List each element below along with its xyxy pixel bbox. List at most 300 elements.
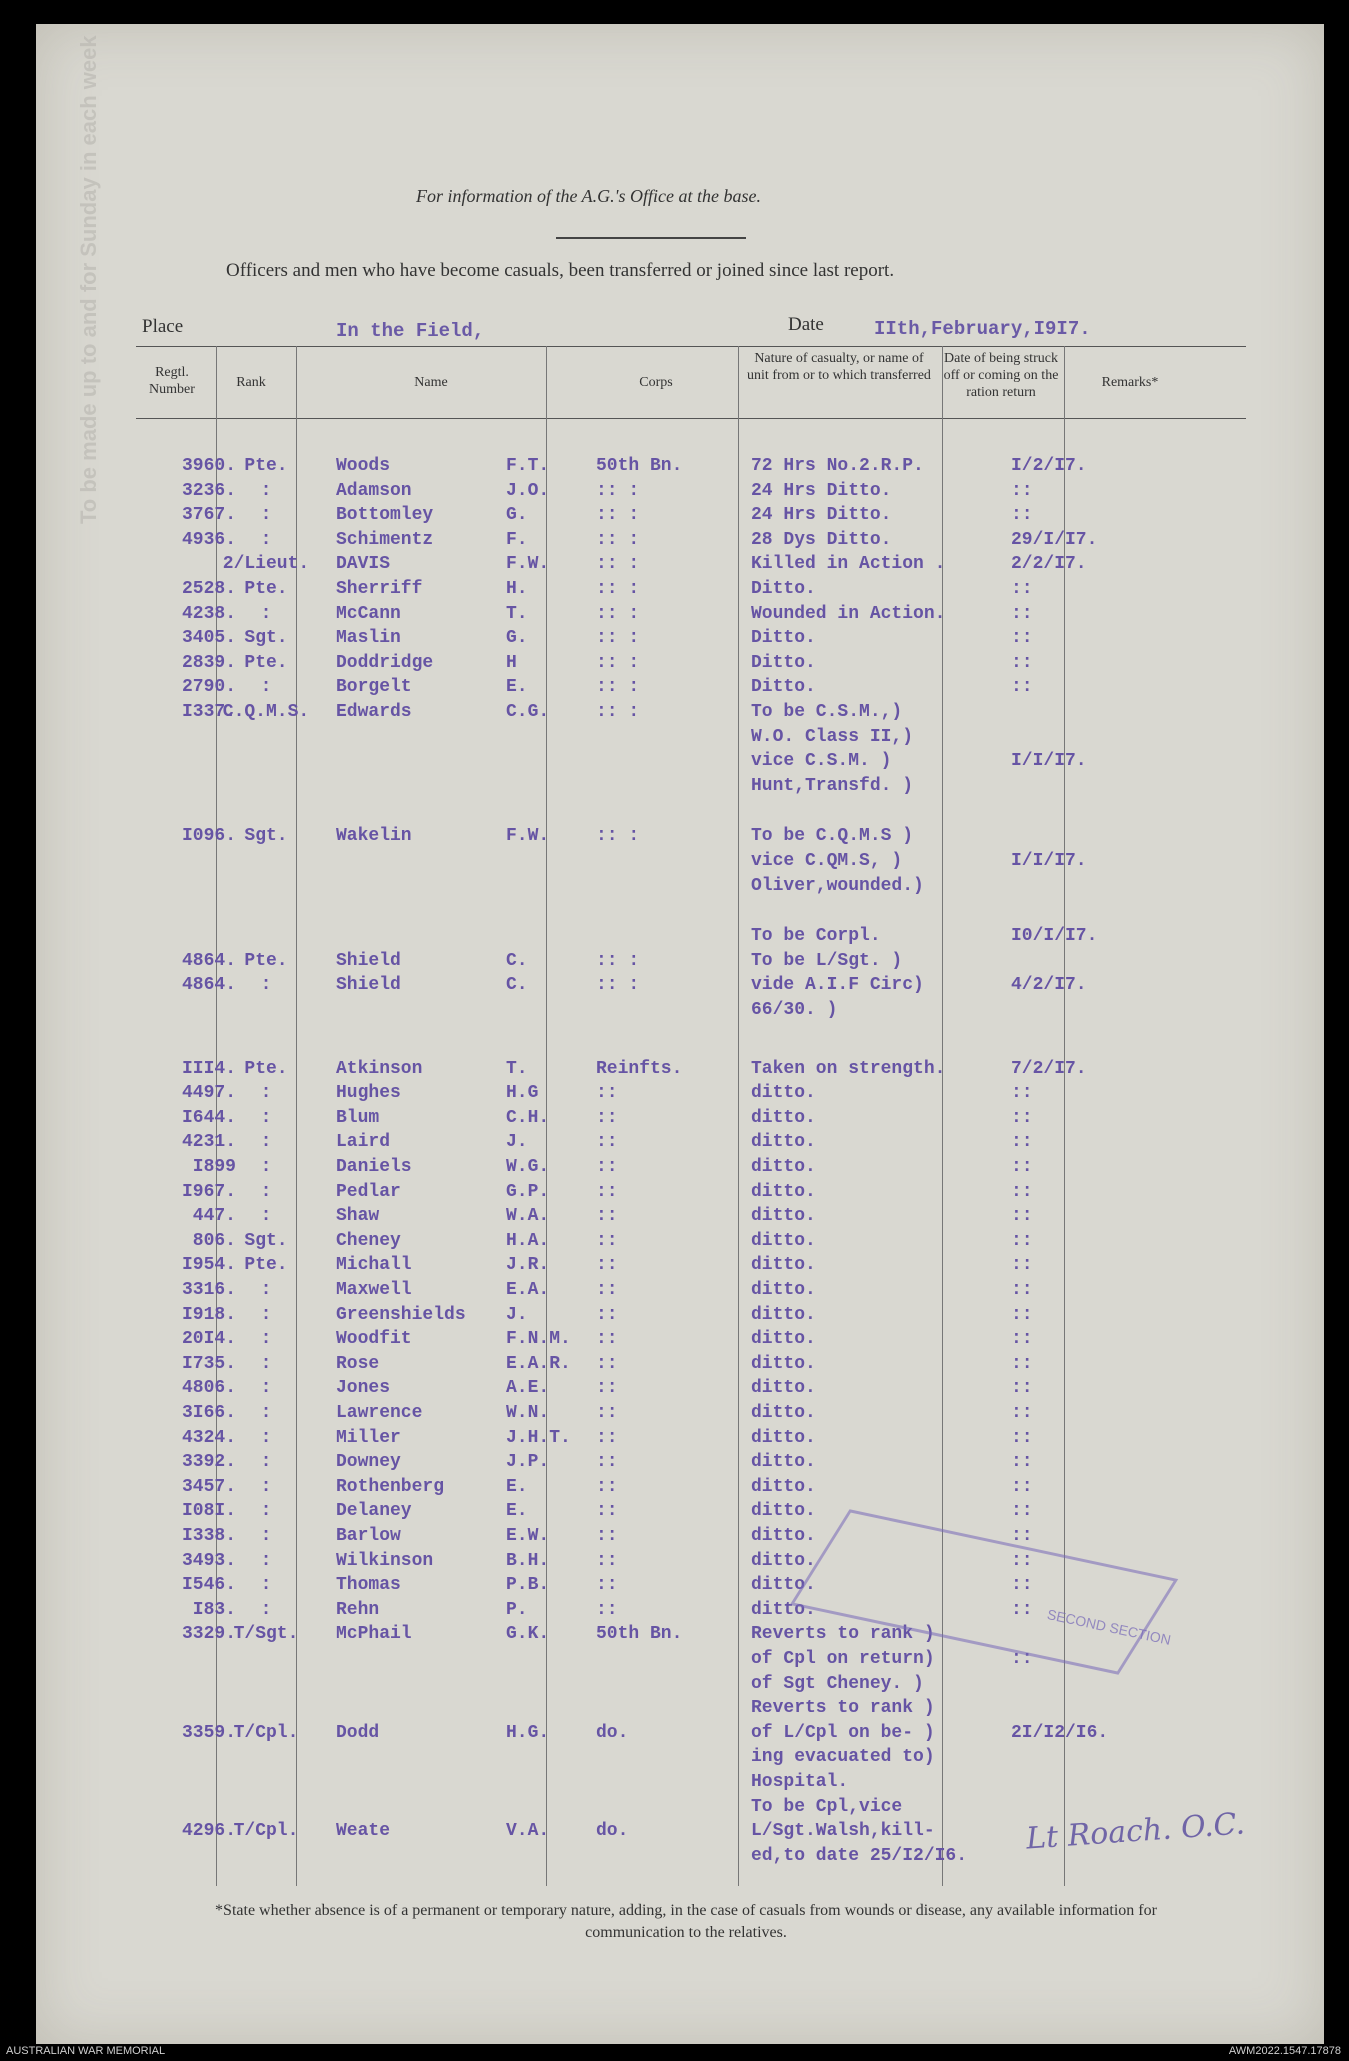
casualty-nature: Reverts to rank ) [751, 1698, 935, 1719]
regtl-number: 3316. [181, 1280, 236, 1300]
casualty-nature: vice C.QM.S, ) [751, 851, 903, 871]
struck-off-date: :: [1011, 1206, 1033, 1227]
struck-off-date: :: [1011, 1649, 1033, 1669]
surname: Maslin [336, 628, 401, 649]
table-row [36, 1452, 1324, 1476]
table-row [36, 628, 1324, 652]
struck-off-date: :: [1011, 1378, 1033, 1399]
surname: Laird [336, 1132, 391, 1153]
corps: do. [596, 1722, 629, 1743]
corps: :: : [596, 579, 640, 599]
struck-off-date: :: [1011, 1599, 1033, 1620]
initials: E. [506, 677, 528, 698]
table-row [36, 1206, 1324, 1230]
table-row [36, 554, 1324, 578]
struck-off-date: :: [1011, 1304, 1033, 1325]
struck-off-date: :: [1011, 480, 1033, 501]
regtl-number: I337. [181, 702, 236, 722]
casualty-nature: ditto. [751, 1107, 816, 1128]
casualty-nature: ditto. [751, 1575, 816, 1596]
handwritten-signature: Lt Roach. O.C. [1025, 1806, 1247, 1857]
regtl-number: 4936. [181, 529, 236, 550]
regtl-number: 4497. [181, 1083, 236, 1104]
casualty-nature: To be C.S.M.,) [751, 702, 903, 722]
table-row [36, 456, 1324, 480]
table-row [36, 1698, 1324, 1722]
struck-off-date: :: [1011, 1476, 1033, 1497]
table-row [36, 1280, 1324, 1304]
struck-off-date: :: [1011, 1353, 1033, 1374]
casualty-nature: ing evacuated to) [751, 1747, 935, 1768]
initials: E.A. [506, 1280, 550, 1300]
corps: :: [596, 1403, 618, 1423]
surname: Adamson [336, 480, 412, 501]
corps: :: [596, 1599, 618, 1620]
regtl-number: 4231. [181, 1132, 236, 1153]
struck-off-date: I/I/I7. [1011, 751, 1087, 772]
rank: T/Cpl. [233, 1722, 299, 1743]
corps: :: [596, 1427, 618, 1448]
table-row [36, 1674, 1324, 1698]
casualty-nature: ditto. [751, 1550, 816, 1571]
surname: Barlow [336, 1526, 401, 1546]
place-label: Place [142, 316, 184, 337]
table-row [36, 1305, 1324, 1329]
surname: McPhail [336, 1624, 412, 1645]
surname: Woodfit [336, 1329, 412, 1350]
casualty-nature: Ditto. [751, 652, 816, 673]
casualty-nature: W.O. Class II,) [751, 726, 914, 747]
surname: Pedlar [336, 1181, 401, 1202]
regtl-number: 3392. [181, 1452, 236, 1473]
casualty-nature: To be C.Q.M.S ) [751, 826, 914, 847]
table-row [36, 926, 1324, 950]
surname: Michall [336, 1255, 412, 1276]
corps: :: [596, 1230, 618, 1251]
struck-off-date: :: [1011, 1132, 1033, 1153]
initials: F.W. [506, 554, 550, 575]
casualty-nature: ditto. [751, 1378, 816, 1399]
rank: : [260, 529, 272, 550]
corps: 50th Bn. [596, 1624, 683, 1645]
rank: Pte. [244, 579, 288, 599]
corps: :: [596, 1452, 618, 1473]
table-row [36, 1083, 1324, 1107]
casualty-nature: ditto. [751, 1157, 816, 1177]
initials: F. [506, 529, 528, 550]
struck-off-date: 2I/I2/I6. [1011, 1722, 1109, 1743]
col-name-header: Name [414, 375, 448, 390]
table-row [36, 851, 1324, 875]
corps: :: : [596, 554, 640, 575]
casualty-nature: ditto. [751, 1526, 816, 1546]
struck-off-date: :: [1011, 628, 1033, 649]
regtl-number: I08I. [181, 1501, 236, 1522]
rank: : [260, 1206, 272, 1227]
rank: : [260, 1476, 272, 1497]
struck-off-date: I/I/I7. [1011, 851, 1087, 871]
surname: Borgelt [336, 677, 412, 698]
casualty-nature: 72 Hrs No.2.R.P. [751, 456, 924, 476]
rank: 2/Lieut. [222, 554, 310, 575]
casualty-nature: ditto. [751, 1476, 816, 1497]
form-title: For information of the A.G.'s Office at the base. [416, 186, 761, 206]
corps: :: [596, 1501, 618, 1522]
casualty-nature: ditto. [751, 1230, 816, 1251]
initials: J.O. [506, 480, 550, 501]
initials: E.A.R. [506, 1353, 571, 1374]
initials: W.G. [506, 1157, 550, 1177]
struck-off-date: :: [1011, 1501, 1033, 1522]
corps: :: [596, 1181, 618, 1202]
surname: Hughes [336, 1083, 401, 1104]
corps: :: : [596, 950, 640, 971]
col-remarks-header: Remarks* [1101, 375, 1159, 390]
table-row [36, 1772, 1324, 1796]
struck-off-date: :: [1011, 652, 1033, 673]
rank: Sgt. [244, 1230, 288, 1251]
rank: : [260, 1107, 272, 1128]
casualty-nature: Ditto. [751, 677, 816, 698]
struck-off-date: :: [1011, 1526, 1033, 1546]
initials: J.R. [506, 1255, 550, 1276]
initials: E. [506, 1501, 528, 1522]
struck-off-date: 29/I/I7. [1011, 529, 1098, 550]
initials: G.K. [506, 1624, 550, 1645]
table-row [36, 653, 1324, 677]
corps: Reinfts. [596, 1058, 683, 1079]
surname: Shield [336, 950, 401, 971]
surname: Jones [336, 1378, 391, 1399]
place-value: In the Field, [336, 320, 485, 342]
table-row [36, 1329, 1324, 1353]
initials: F.W. [506, 826, 550, 847]
table-row [36, 1108, 1324, 1132]
table-row [36, 1477, 1324, 1501]
casualty-nature: 66/30. ) [751, 1000, 838, 1020]
rank: : [260, 1575, 272, 1596]
surname: Weate [336, 1821, 391, 1842]
regtl-number: 4864. [181, 950, 236, 971]
regtl-number: I644. [181, 1107, 236, 1128]
corps: :: [596, 1476, 618, 1497]
casualty-nature: vide A.I.F Circ) [751, 975, 924, 996]
header-rule-top [136, 346, 1246, 347]
rank: Pte. [244, 456, 288, 476]
initials: G. [506, 505, 528, 526]
rank: : [260, 975, 272, 996]
surname: McCann [336, 603, 401, 624]
regtl-number: 3960. [181, 456, 236, 476]
initials: H. [506, 579, 528, 599]
initials: P. [506, 1599, 528, 1620]
table-row [36, 951, 1324, 975]
corps: :: [596, 1255, 618, 1276]
table-row [36, 1182, 1324, 1206]
casualty-nature: ditto. [751, 1132, 816, 1153]
table-row [36, 1378, 1324, 1402]
rank: : [260, 677, 272, 698]
casualty-nature: Killed in Action . [751, 554, 946, 575]
struck-off-date: :: [1011, 1280, 1033, 1300]
struck-off-date: :: [1011, 1452, 1033, 1473]
casualty-nature: ed,to date 25/I2/I6. [751, 1845, 968, 1866]
initials: J.P. [506, 1452, 550, 1473]
corps: :: [596, 1304, 618, 1325]
surname: Miller [336, 1427, 401, 1448]
initials: V.A. [506, 1821, 550, 1842]
corps: :: : [596, 603, 640, 624]
corps: :: : [596, 975, 640, 996]
rank: : [260, 603, 272, 624]
casualty-nature: of Sgt Cheney. ) [751, 1673, 924, 1694]
table-row [36, 677, 1324, 701]
rank: : [260, 1280, 272, 1300]
footnote: *State whether absence is of a permanent or temporary nature, adding, in the case of casuals from wounds or disease, any available information for communication to the relatives. [215, 1902, 1157, 1941]
casualty-nature: L/Sgt.Walsh,kill- [751, 1821, 935, 1842]
casualty-nature: Taken on strength. [751, 1058, 946, 1079]
casualty-nature: Ditto. [751, 628, 816, 649]
col-corps-header: Corps [639, 375, 673, 390]
regtl-number: III4. [181, 1058, 236, 1079]
rank: : [260, 1378, 272, 1399]
footer-archive-label: AUSTRALIAN WAR MEMORIAL [6, 2045, 166, 2057]
regtl-number: I735. [181, 1353, 236, 1374]
regtl-number: 4238. [181, 603, 236, 624]
regtl-number: 4864. [181, 975, 236, 996]
header-rule-bottom [136, 418, 1246, 419]
document-page [36, 24, 1324, 2044]
rank: : [260, 1329, 272, 1350]
col-number-header: Regtl. Number [149, 365, 195, 397]
surname: Rothenberg [336, 1476, 445, 1497]
margin-bleed-text: To be made up to and for Sunday in each week [76, 35, 101, 524]
rank: : [260, 1353, 272, 1374]
table-row [36, 1501, 1324, 1525]
rank: Pte. [244, 950, 288, 971]
casualty-nature: To be Cpl,vice [751, 1796, 903, 1817]
surname: Delaney [336, 1501, 412, 1522]
casualty-nature: ditto. [751, 1501, 816, 1522]
rank: : [260, 1526, 272, 1546]
struck-off-date: :: [1011, 1550, 1033, 1571]
rank: T/Sgt. [233, 1624, 299, 1645]
date-label: Date [788, 314, 824, 335]
struck-off-date: :: [1011, 1083, 1033, 1104]
struck-off-date: :: [1011, 1255, 1033, 1276]
casualty-nature: ditto. [751, 1255, 816, 1276]
casualty-nature: ditto. [751, 1181, 816, 1202]
initials: C.H. [506, 1107, 550, 1128]
initials: C. [506, 950, 528, 971]
rank: : [260, 1132, 272, 1153]
initials: E.W. [506, 1526, 550, 1546]
corps: :: [596, 1083, 618, 1104]
rank: : [260, 1452, 272, 1473]
surname: Dodd [336, 1722, 380, 1743]
surname: Atkinson [336, 1058, 423, 1079]
initials: H.A. [506, 1230, 550, 1251]
corps: :: [596, 1378, 618, 1399]
stamp-text: SECOND SECTION [1045, 1606, 1173, 1648]
initials: G. [506, 628, 528, 649]
initials: J. [506, 1304, 528, 1325]
surname: Rehn [336, 1599, 380, 1620]
table-row [36, 1723, 1324, 1747]
rank: Pte. [244, 1058, 288, 1079]
casualty-nature: ditto. [751, 1427, 816, 1448]
struck-off-date: 2/2/I7. [1011, 554, 1087, 575]
title-divider [556, 237, 746, 239]
regtl-number: 806. [192, 1230, 236, 1251]
table-row [36, 1403, 1324, 1427]
table-row [36, 579, 1324, 603]
regtl-number: I967. [181, 1181, 236, 1202]
rank: : [260, 1157, 272, 1177]
casualty-nature: To be Corpl. [751, 926, 881, 947]
initials: W.N. [506, 1403, 550, 1423]
surname: Shaw [336, 1206, 380, 1227]
surname: Shield [336, 975, 401, 996]
surname: Cheney [336, 1230, 401, 1251]
initials: B.H. [506, 1550, 550, 1571]
rank: : [260, 1599, 272, 1620]
struck-off-date: :: [1011, 603, 1033, 624]
corps: :: [596, 1550, 618, 1571]
rank: : [260, 505, 272, 526]
struck-off-date: :: [1011, 1329, 1033, 1350]
table-row [36, 604, 1324, 628]
struck-off-date: :: [1011, 677, 1033, 698]
table-row [36, 727, 1324, 751]
struck-off-date: 7/2/I7. [1011, 1058, 1087, 1079]
date-value: IIth,February,I9I7. [874, 318, 1091, 340]
casualty-nature: of Cpl on return) [751, 1649, 935, 1669]
struck-off-date: I0/I/I7. [1011, 926, 1098, 947]
struck-off-date: I/2/I7. [1011, 456, 1087, 476]
regtl-number: 3493. [181, 1550, 236, 1571]
col-date-header: Date of being struck off or coming on the ration return [943, 351, 1059, 400]
casualty-nature: ditto. [751, 1353, 816, 1374]
casualty-nature: ditto. [751, 1329, 816, 1350]
casualty-nature: of L/Cpl on be- ) [751, 1722, 935, 1743]
corps: :: [596, 1575, 618, 1596]
surname: DAVIS [336, 554, 391, 575]
corps: :: : [596, 702, 640, 722]
initials: H.G. [506, 1722, 550, 1743]
rank: Sgt. [244, 826, 288, 847]
table-row [36, 751, 1324, 775]
casualty-nature: ditto. [751, 1206, 816, 1227]
corps: :: [596, 1353, 618, 1374]
form-subtitle: Officers and men who have become casuals, been transferred or joined since last report. [226, 260, 895, 281]
corps: :: : [596, 505, 640, 526]
table-row [36, 975, 1324, 999]
rank: : [260, 1083, 272, 1104]
rank: : [260, 1403, 272, 1423]
rank: Pte. [244, 1255, 288, 1276]
casualty-nature: ditto. [751, 1304, 816, 1325]
rank: : [260, 480, 272, 501]
col-rank-header: Rank [236, 375, 266, 390]
surname: Rose [336, 1353, 380, 1374]
surname: Sherriff [336, 579, 423, 599]
surname: Wakelin [336, 826, 412, 847]
table-row [36, 530, 1324, 554]
struck-off-date: :: [1011, 1107, 1033, 1128]
corps: :: [596, 1206, 618, 1227]
corps: :: [596, 1132, 618, 1153]
initials: H [506, 652, 517, 673]
table-row [36, 1255, 1324, 1279]
table-row [36, 1132, 1324, 1156]
struck-off-date: :: [1011, 1230, 1033, 1251]
table-row [36, 876, 1324, 900]
surname: Maxwell [336, 1280, 412, 1300]
struck-off-date: 4/2/I7. [1011, 975, 1087, 996]
regtl-number: 2528. [181, 579, 236, 599]
regtl-number: 20I4. [181, 1329, 236, 1350]
table-row [36, 481, 1324, 505]
surname: Doddridge [336, 652, 434, 673]
initials: F.N.M. [506, 1329, 571, 1350]
casualty-nature: 28 Dys Ditto. [751, 529, 892, 550]
corps: :: : [596, 628, 640, 649]
struck-off-date: :: [1011, 1427, 1033, 1448]
casualty-nature: Hospital. [751, 1772, 849, 1792]
surname: Lawrence [336, 1403, 423, 1423]
surname: Thomas [336, 1575, 401, 1596]
struck-off-date: :: [1011, 1575, 1033, 1596]
casualty-nature: To be L/Sgt. ) [751, 950, 903, 971]
casualty-nature: 24 Hrs Ditto. [751, 505, 892, 526]
rank: Pte. [244, 652, 288, 673]
corps: :: [596, 1329, 618, 1350]
table-row [36, 505, 1324, 529]
table-row [36, 826, 1324, 850]
table-row [36, 1059, 1324, 1083]
casualty-nature: ditto. [751, 1452, 816, 1473]
casualty-nature: ditto. [751, 1280, 816, 1300]
corps: :: [596, 1157, 618, 1177]
casualty-nature: Hunt,Transfd. ) [751, 775, 914, 796]
table-row [36, 702, 1324, 726]
surname: Greenshields [336, 1304, 466, 1325]
table-row [36, 776, 1324, 800]
table-row [36, 1354, 1324, 1378]
initials: P.B. [506, 1575, 550, 1596]
rank: Sgt. [244, 628, 288, 649]
initials: J.H.T. [506, 1427, 571, 1448]
surname: Schimentz [336, 529, 434, 550]
rank: : [260, 1550, 272, 1571]
casualty-nature: Oliver,wounded.) [751, 875, 924, 896]
regtl-number: 3359. [181, 1722, 236, 1743]
initials: W.A. [506, 1206, 550, 1227]
surname: Wilkinson [336, 1550, 434, 1571]
casualty-nature: Reverts to rank ) [751, 1624, 935, 1645]
struck-off-date: :: [1011, 505, 1033, 526]
rank: : [260, 1181, 272, 1202]
regtl-number: I918. [181, 1304, 236, 1325]
initials: E. [506, 1476, 528, 1497]
casualty-nature: ditto. [751, 1083, 816, 1104]
rank: : [260, 1427, 272, 1448]
corps: :: : [596, 529, 640, 550]
regtl-number: 2790. [181, 677, 236, 698]
struck-off-date: :: [1011, 1157, 1033, 1177]
table-row [36, 1526, 1324, 1550]
